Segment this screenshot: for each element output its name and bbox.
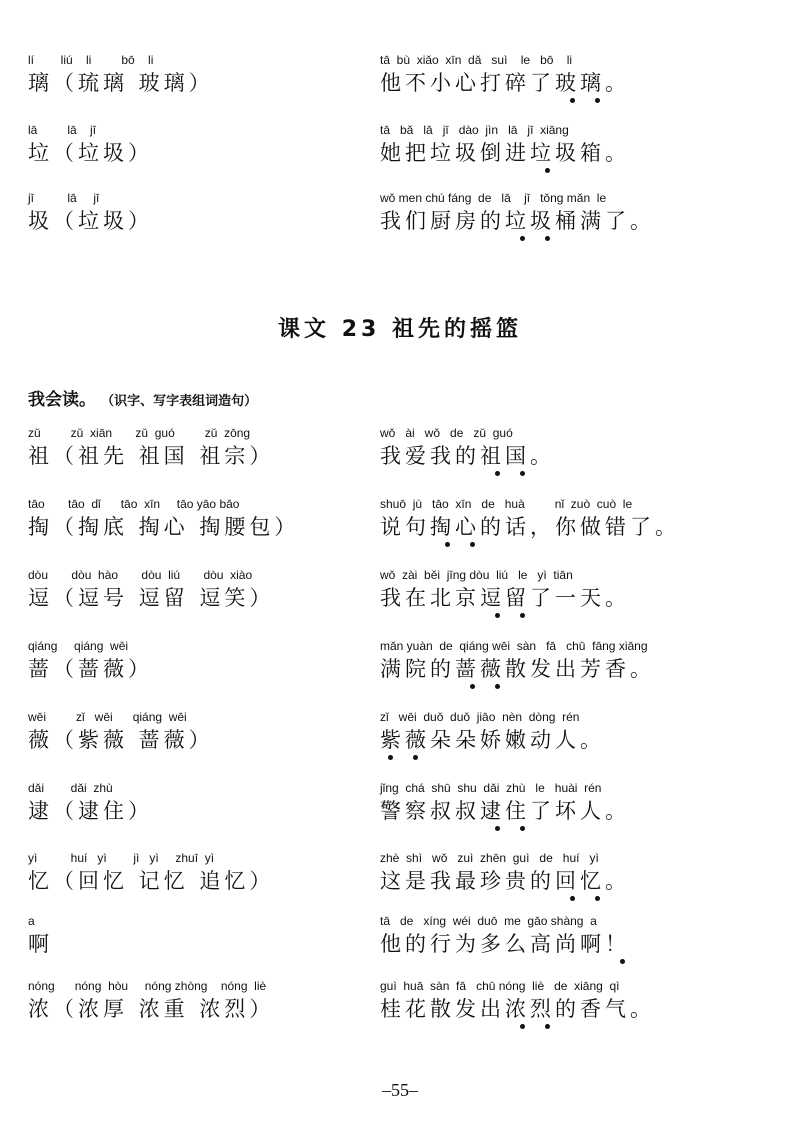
pinyin-line: dòu dòu hào dòu liú dòu xiào bbox=[28, 568, 253, 582]
sentence-line: 满院的蔷薇散发出芳香。 bbox=[380, 657, 655, 681]
example-sentence bbox=[380, 567, 780, 621]
emphasis-dot bbox=[495, 613, 500, 618]
word-group-line: 垃（垃圾） bbox=[28, 141, 153, 165]
emphasis-dot bbox=[520, 1024, 525, 1029]
sentence-line: 桂花散发出浓烈的香气。 bbox=[380, 997, 655, 1021]
word-group-line: 薇（紫薇 蔷薇） bbox=[28, 728, 214, 752]
vocab-entry-dai bbox=[28, 780, 373, 826]
sentence-line: 我在北京逗留了一天。 bbox=[380, 586, 630, 610]
emphasis-dot bbox=[470, 542, 475, 547]
word-group-line: 逗（逗号 逗留 逗笑） bbox=[28, 586, 275, 610]
emphasis-dot bbox=[495, 684, 500, 689]
sentence-line: 他不小心打碎了玻璃。 bbox=[380, 71, 630, 95]
pinyin-line: wǒ men chú fáng de lā jī tǒng mǎn le bbox=[380, 191, 607, 205]
example-sentence bbox=[380, 496, 780, 550]
pinyin-line: jī lā jī bbox=[28, 191, 100, 205]
emphasis-dot bbox=[620, 959, 625, 964]
example-sentence bbox=[380, 850, 780, 904]
emphasis-dot bbox=[520, 471, 525, 476]
sentence-line: 我爱我的祖国。 bbox=[380, 444, 555, 468]
word-group-line: 蔷（蔷薇） bbox=[28, 657, 153, 681]
emphasis-dots bbox=[380, 896, 780, 904]
emphasis-dot bbox=[520, 613, 525, 618]
word-group-line: 忆（回忆 记忆 追忆） bbox=[28, 869, 275, 893]
emphasis-dot bbox=[413, 755, 418, 760]
vocab-entry-la bbox=[28, 122, 373, 168]
emphasis-dot bbox=[495, 471, 500, 476]
emphasis-dots bbox=[380, 542, 780, 550]
pinyin-line: lí liú li bō li bbox=[28, 53, 154, 67]
pinyin-line: jǐng chá shū shu dǎi zhù le huài rén bbox=[380, 781, 602, 795]
emphasis-dots bbox=[380, 684, 780, 692]
example-sentence bbox=[380, 913, 780, 967]
pinyin-line: tā de xíng wéi duō me gāo shàng a bbox=[380, 914, 597, 928]
pinyin-line: zǐ wēi duǒ duǒ jiāo nèn dòng rén bbox=[380, 710, 580, 724]
emphasis-dots bbox=[380, 755, 780, 763]
emphasis-dot bbox=[520, 826, 525, 831]
lesson-title: 课文 23 祖先的摇篮 bbox=[278, 317, 522, 342]
word-group-line: 掏（掏底 掏心 掏腰包） bbox=[28, 515, 300, 539]
emphasis-dot bbox=[595, 98, 600, 103]
word-group-line: 祖（祖先 祖国 祖宗） bbox=[28, 444, 275, 468]
emphasis-dot bbox=[545, 1024, 550, 1029]
emphasis-dot bbox=[570, 98, 575, 103]
vocab-entry-zu bbox=[28, 425, 373, 471]
word-group-line: 逮（逮住） bbox=[28, 799, 153, 823]
pinyin-line: lā lā jī bbox=[28, 123, 97, 137]
pinyin-line: nóng nóng hòu nóng zhòng nóng liè bbox=[28, 979, 267, 993]
pinyin-line: zǔ zǔ xiān zǔ guó zǔ zōng bbox=[28, 426, 251, 440]
pinyin-line: yì huí yì jì yì zhuī yì bbox=[28, 851, 215, 865]
vocab-entry-ji bbox=[28, 190, 373, 236]
example-sentence bbox=[380, 52, 780, 106]
vocab-entry-a bbox=[28, 913, 373, 959]
emphasis-dot bbox=[445, 542, 450, 547]
word-group-line: 啊 bbox=[28, 932, 53, 956]
example-sentence bbox=[380, 780, 780, 834]
sentence-line: 紫薇朵朵娇嫩动人。 bbox=[380, 728, 605, 752]
example-sentence bbox=[380, 122, 780, 176]
pinyin-line: tā bǎ lā jī dào jìn lā jī xiāng bbox=[380, 123, 569, 137]
emphasis-dots bbox=[380, 98, 780, 106]
pinyin-line: qiáng qiáng wēi bbox=[28, 639, 129, 653]
section-heading-main: 我会读。 bbox=[28, 390, 96, 410]
example-sentence bbox=[380, 190, 780, 244]
emphasis-dot bbox=[545, 236, 550, 241]
pinyin-line: tā bù xiǎo xīn dǎ suì le bō li bbox=[380, 53, 573, 67]
pinyin-line: wǒ zài běi jīng dòu liú le yì tiān bbox=[380, 568, 573, 582]
pinyin-line: guì huā sàn fā chū nóng liè de xiāng qì bbox=[380, 979, 620, 993]
pinyin-line: wēi zǐ wēi qiáng wēi bbox=[28, 710, 187, 724]
pinyin-line: mǎn yuàn de qiáng wēi sàn fā chū fāng xiāng bbox=[380, 639, 648, 653]
emphasis-dots bbox=[380, 613, 780, 621]
emphasis-dots bbox=[380, 959, 780, 967]
example-sentence bbox=[380, 425, 780, 479]
pinyin-line: a bbox=[28, 914, 35, 928]
pinyin-line: shuō jù tāo xīn de huà nǐ zuò cuò le bbox=[380, 497, 633, 511]
emphasis-dot bbox=[545, 168, 550, 173]
example-sentence bbox=[380, 709, 780, 763]
pinyin-line: zhè shì wǒ zuì zhēn guì de huí yì bbox=[380, 851, 599, 865]
vocab-entry-yi bbox=[28, 850, 373, 896]
vocab-entry-wei bbox=[28, 709, 373, 755]
sentence-line: 这是我最珍贵的回忆。 bbox=[380, 869, 630, 893]
pinyin-line: dǎi dǎi zhù bbox=[28, 781, 113, 795]
sentence-line: 警察叔叔逮住了坏人。 bbox=[380, 799, 630, 823]
emphasis-dots bbox=[380, 826, 780, 834]
section-heading bbox=[28, 385, 257, 410]
emphasis-dot bbox=[570, 896, 575, 901]
example-sentence bbox=[380, 978, 780, 1032]
emphasis-dots bbox=[380, 1024, 780, 1032]
sentence-line: 说句掏心的话，你做错了。 bbox=[380, 515, 680, 539]
word-group-line: 璃（琉璃 玻璃） bbox=[28, 71, 214, 95]
example-sentence bbox=[380, 638, 780, 692]
emphasis-dot bbox=[520, 236, 525, 241]
vocab-entry-qiang bbox=[28, 638, 373, 684]
emphasis-dot bbox=[495, 826, 500, 831]
vocab-entry-dou bbox=[28, 567, 373, 613]
emphasis-dots bbox=[380, 168, 780, 176]
word-group-line: 圾（垃圾） bbox=[28, 209, 153, 233]
word-group-line: 浓（浓厚 浓重 浓烈） bbox=[28, 997, 275, 1021]
page-number: –55– bbox=[382, 1080, 418, 1100]
emphasis-dot bbox=[595, 896, 600, 901]
pinyin-line: wǒ ài wǒ de zǔ guó bbox=[380, 426, 513, 440]
emphasis-dot bbox=[388, 755, 393, 760]
sentence-line: 我们厨房的垃圾桶满了。 bbox=[380, 209, 655, 233]
vocab-entry-li bbox=[28, 52, 373, 98]
section-heading-sub: （识字、写字表组词造句） bbox=[101, 394, 258, 409]
emphasis-dots bbox=[380, 471, 780, 479]
emphasis-dot bbox=[470, 684, 475, 689]
vocab-entry-nong bbox=[28, 978, 373, 1024]
sentence-line: 他的行为多么高尚啊！ bbox=[380, 932, 630, 956]
emphasis-dots bbox=[380, 236, 780, 244]
sentence-line: 她把垃圾倒进垃圾箱。 bbox=[380, 141, 630, 165]
pinyin-line: tāo tāo dǐ tāo xīn tāo yāo bāo bbox=[28, 497, 240, 511]
vocab-entry-tao bbox=[28, 496, 373, 542]
